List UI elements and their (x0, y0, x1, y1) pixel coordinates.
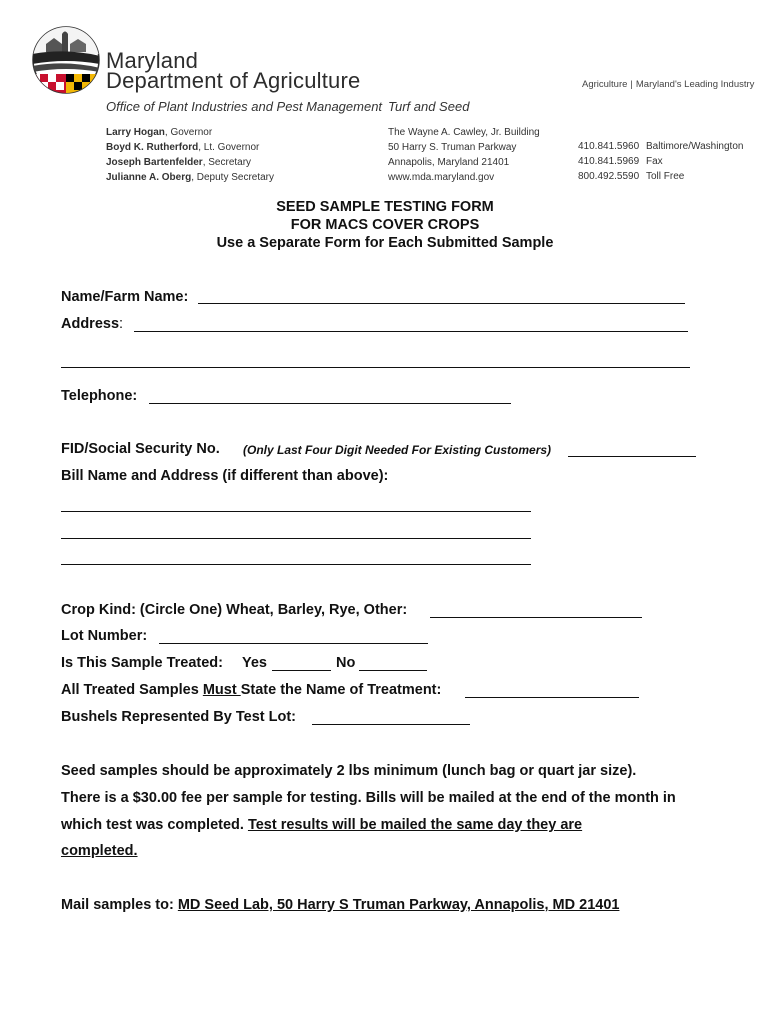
treatment-label-pre: All Treated Samples (61, 682, 203, 698)
official-title: , Lt. Governor (198, 142, 260, 153)
org-name-line1: Maryland (106, 48, 199, 73)
name-field[interactable] (198, 289, 685, 304)
form-title: SEED SAMPLE TESTING FORM (276, 199, 494, 215)
bill-field-line1[interactable] (61, 496, 531, 512)
telephone-label: Telephone: (61, 388, 138, 404)
yes-field[interactable] (272, 655, 331, 671)
mail-address: MD Seed Lab, 50 Harry S Truman Parkway, Annapolis, MD 21401 (177, 897, 620, 913)
tagline (582, 79, 754, 90)
official-row (106, 170, 274, 185)
yes-label: Yes (242, 655, 267, 671)
officials-list (106, 125, 274, 185)
address-field-line2[interactable] (61, 352, 690, 368)
crop-other-field[interactable] (430, 602, 642, 618)
official-name: Julianne A. Oberg (106, 172, 192, 183)
tagline-left: Agriculture (582, 79, 628, 90)
form-subtitle: FOR MACS COVER CROPS (290, 217, 480, 233)
treated-label: Is This Sample Treated: (61, 655, 223, 671)
address-line: The Wayne A. Cawley, Jr. Building (388, 127, 540, 138)
address-label-text: Address (61, 316, 120, 332)
info-line1: Seed samples should be approximately 2 lbs minimum (lunch bag or quart jar size). (61, 763, 637, 779)
bill-field-line2[interactable] (61, 523, 531, 539)
lot-number-field[interactable] (159, 628, 428, 644)
phone-labels (646, 139, 743, 184)
official-title: , Deputy Secretary (191, 172, 275, 183)
official-name: Joseph Bartenfelder (106, 157, 203, 168)
fid-label: FID/Social Security No. (61, 441, 220, 457)
phone-number: 800.492.5590 (578, 171, 640, 182)
mail-line (61, 897, 619, 913)
bill-label: Bill Name and Address (if different than above): (61, 468, 389, 484)
mailing-address (388, 125, 540, 185)
official-title: , Secretary (202, 157, 252, 168)
info-line3-text: which test was completed. (61, 817, 248, 833)
mda-logo (32, 24, 100, 96)
phone-label: Fax (646, 156, 663, 167)
treatment-field[interactable] (465, 682, 639, 698)
lot-number-label: Lot Number: (61, 628, 148, 644)
official-name: Larry Hogan (106, 127, 165, 138)
fid-note: (Only Last Four Digit Needed For Existing Customers) (243, 443, 552, 457)
name-label: Name/Farm Name: (61, 289, 189, 305)
phone-numbers (578, 139, 639, 184)
no-field[interactable] (359, 655, 427, 671)
bushels-label: Bushels Represented By Test Lot: (61, 709, 297, 725)
official-name: Boyd K. Rutherford (106, 142, 199, 153)
treatment-label-post: State the Name of Treatment: (240, 682, 442, 698)
no-label: No (336, 655, 356, 671)
phone-label: Baltimore/Washington (646, 141, 744, 152)
form-instruction: Use a Separate Form for Each Submitted Sample (216, 235, 554, 251)
info-line4: completed. (61, 843, 138, 859)
official-row (106, 125, 274, 140)
crop-kind-label: Crop Kind: (Circle One) Wheat, Barley, Rye, Other: (61, 602, 408, 618)
results-notice: Test results will be mailed the same day they are (247, 817, 583, 833)
treatment-label (61, 682, 441, 698)
org-name-line2: Department of Agriculture (106, 68, 361, 93)
tagline-right: Maryland's Leading Industry (635, 79, 755, 90)
address-label (61, 316, 123, 332)
info-line2: There is a $30.00 fee per sample for testing. Bills will be mailed at the end of the month in (61, 790, 676, 806)
info-line3 (61, 817, 582, 833)
official-row (106, 155, 274, 170)
bill-field-line3[interactable] (61, 549, 531, 565)
address-field[interactable] (134, 316, 688, 332)
tagline-separator: | (630, 79, 633, 90)
section-name: Turf and Seed (388, 99, 470, 114)
official-row (106, 140, 274, 155)
phone-number: 410.841.5969 (578, 156, 640, 167)
telephone-field[interactable] (149, 388, 511, 404)
official-title: , Governor (164, 127, 213, 138)
treatment-label-must: Must (202, 682, 241, 698)
address-line: 50 Harry S. Truman Parkway (388, 142, 517, 153)
address-line: Annapolis, Maryland 21401 (388, 157, 510, 168)
office-name: Office of Plant Industries and Pest Management (106, 99, 383, 114)
phone-number: 410.841.5960 (578, 141, 640, 152)
mail-label: Mail samples to: (61, 897, 178, 913)
bushels-field[interactable] (312, 709, 470, 725)
address-colon: : (119, 316, 124, 332)
phone-label: Toll Free (646, 171, 685, 182)
fid-field[interactable] (568, 442, 696, 457)
website: www.mda.maryland.gov (388, 172, 495, 183)
